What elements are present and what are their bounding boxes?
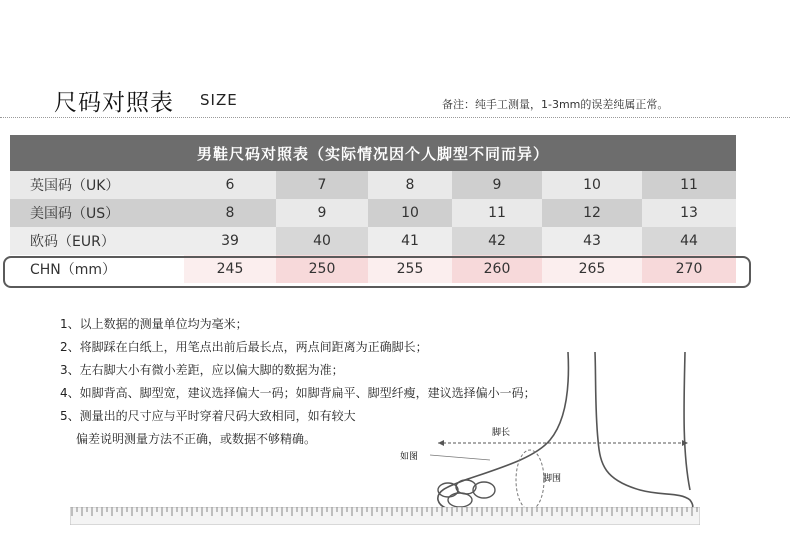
table-cell: 245	[184, 255, 276, 283]
table-cell: 41	[401, 233, 419, 249]
toe-label: 如图	[400, 452, 419, 462]
arrow-left-icon	[438, 440, 444, 446]
note-item: 偏差说明测量方法不正确，或数据不够精确。	[76, 432, 317, 446]
header-divider	[0, 117, 790, 118]
page-subtitle: SIZE	[200, 91, 238, 109]
row-label: CHN（mm）	[30, 262, 117, 278]
table-cell: 255	[368, 255, 452, 283]
table-cell: 7	[276, 171, 368, 199]
table-cell: 265	[542, 255, 642, 283]
table-cell: 44	[642, 227, 736, 255]
table-row-uk	[10, 171, 736, 199]
row-label: 英国码（UK）	[30, 178, 120, 194]
table-cell: 43	[583, 233, 601, 249]
table-cell: 260	[452, 255, 542, 283]
table-heading: 男鞋尺码对照表（实际情况因个人脚型不同而异）	[10, 135, 736, 171]
heel-line	[684, 352, 690, 490]
table-cell: 10	[583, 177, 601, 193]
table-cell: 270	[642, 255, 736, 283]
table-cell: 42	[452, 227, 542, 255]
row-label: 欧码（EUR）	[30, 234, 115, 250]
table-cell: 8	[225, 205, 235, 221]
circumference-guide	[516, 450, 544, 510]
table-cell: 11	[452, 199, 542, 227]
foot-circumference-label: 脚围	[543, 474, 562, 484]
note-item: 3、左右脚大小有微小差距，应以偏大脚的数据为准；	[60, 363, 344, 377]
table-cell: 13	[642, 199, 736, 227]
table-cell: 250	[276, 255, 368, 283]
note-item: 2、将脚踩在白纸上，用笔点出前后最长点，两点间距离为正确脚长；	[60, 340, 428, 354]
table-cell: 40	[276, 227, 368, 255]
table-cell: 10	[401, 205, 419, 221]
row-label: 美国码（US）	[30, 206, 120, 222]
foot-length-label: 脚长	[492, 428, 511, 438]
table-cell: 8	[405, 177, 415, 193]
table-cell: 39	[221, 233, 239, 249]
note-item: 4、如脚背高、脚型宽，建议选择偏大一码；如脚背扁平、脚型纤瘦，建议选择偏小一码；	[60, 386, 536, 400]
table-row-us	[10, 199, 736, 227]
measuring-ruler	[70, 507, 700, 525]
table-cell: 12	[583, 205, 601, 221]
table-row-eur	[10, 227, 736, 255]
toe-icon	[448, 493, 472, 507]
table-cell: 9	[452, 171, 542, 199]
note-item: 1、以上数据的测量单位均为毫米；	[60, 317, 248, 331]
table-cell: 6	[225, 177, 235, 193]
foot-measurement-illustration	[400, 340, 700, 525]
toe-icon	[473, 482, 495, 498]
table-cell: 11	[642, 171, 736, 199]
table-cell: 9	[276, 199, 368, 227]
note-item: 5、测量出的尺寸应与平时穿着尺码大致相同，如有较大	[60, 409, 356, 423]
toe-guide-line	[430, 455, 490, 460]
chn-row-highlight-frame	[3, 256, 751, 288]
page-title: 尺码对照表	[54, 90, 174, 116]
toe-icon	[438, 483, 458, 497]
measurement-note: 备注：纯手工测量，1-3mm的误差纯属正常。	[442, 98, 669, 111]
